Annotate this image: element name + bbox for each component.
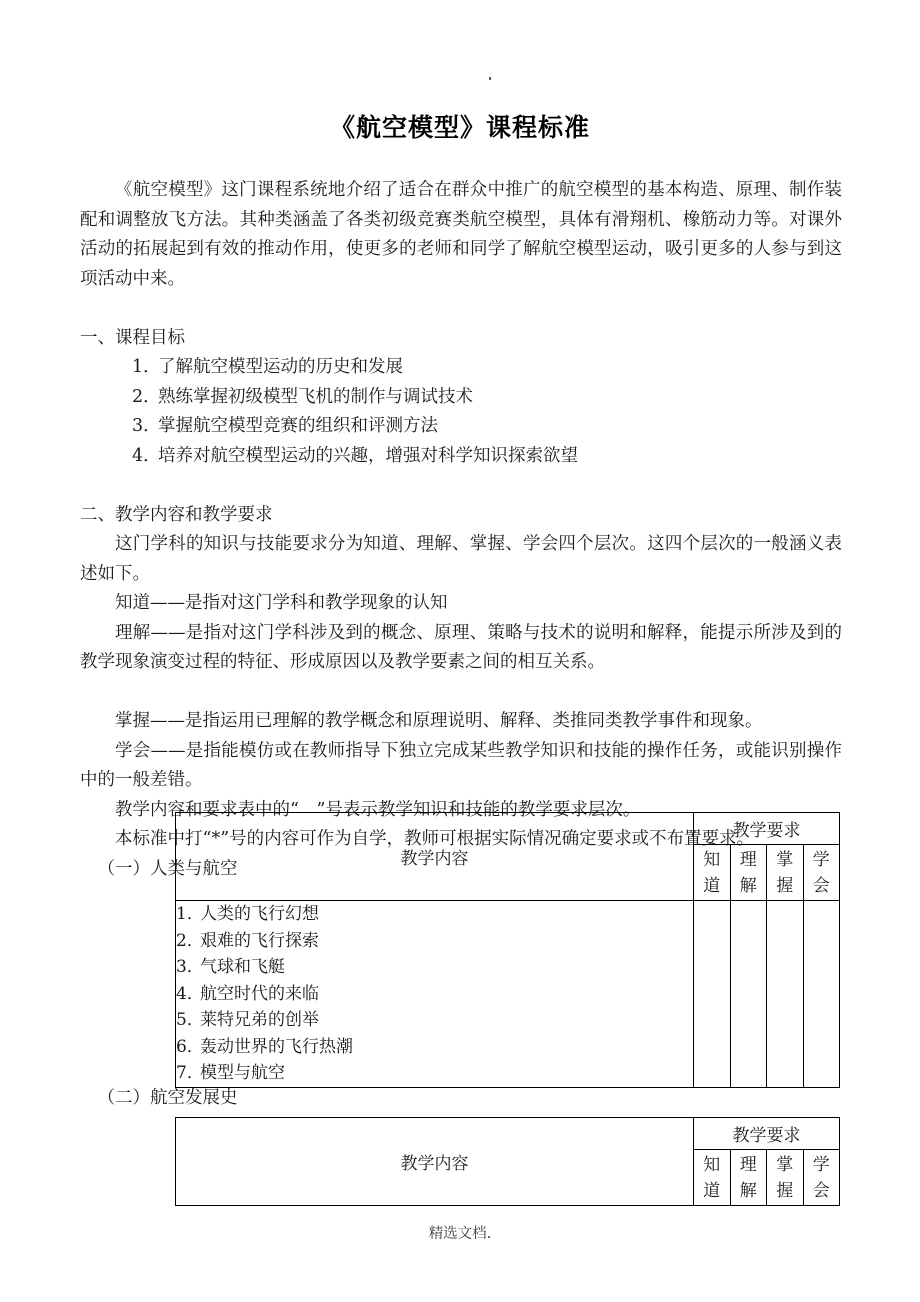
list-item-number: 1． (132, 357, 161, 377)
list-item (132, 412, 842, 442)
list-item-number: 6． (176, 1036, 204, 1057)
requirement-table-one (175, 812, 840, 1088)
level-char-2: 解 (739, 875, 757, 896)
table-header-level-master (767, 1150, 804, 1206)
table-one-wrapper (80, 812, 842, 1088)
level-char-1: 理 (739, 1154, 757, 1175)
list-item-label: 气球和飞艇 (200, 957, 285, 977)
table-cell-mark-understand[interactable] (730, 901, 767, 1088)
stray-mark (489, 77, 491, 80)
spacer (80, 471, 842, 501)
list-item-label: 熟练掌握初级模型飞机的制作与调试技术 (158, 386, 473, 407)
list-item (132, 353, 842, 383)
list-item-number: 4． (176, 983, 204, 1004)
table-cell-mark-learn[interactable] (803, 901, 840, 1088)
list-item-label: 莱特兄弟的创举 (200, 1010, 319, 1030)
list-item-number: 5． (176, 1010, 204, 1030)
level-char-2: 会 (812, 875, 830, 896)
subsection-one-heading: （一）人类与航空 (97, 858, 238, 879)
list-item (176, 981, 693, 1008)
section-two-paragraph-3: 理解——是指对这门学科涉及到的概念、原理、策略与技术的说明和解释，能提示所涉及到的教学现象演变过程的特征、形成原因以及教学要素之间的相互关系。 (80, 622, 842, 672)
level-char-1: 学 (812, 849, 830, 870)
list-item-number: 2． (132, 386, 161, 407)
requirement-table-two (175, 1117, 840, 1206)
level-char-1: 掌 (776, 849, 794, 870)
table-two-wrapper (80, 1117, 842, 1206)
document-body (80, 176, 842, 884)
table-header-content: 教学内容 (176, 1118, 694, 1206)
list-item-number: 3． (132, 416, 161, 436)
table-header-requirement-group: 教学要求 (694, 1118, 840, 1150)
level-char-2: 握 (776, 1180, 794, 1201)
page-footer: 精选文档. (428, 1226, 492, 1242)
table-header-level-understand (730, 845, 767, 901)
section-two-heading: 二、教学内容和教学要求 (80, 504, 273, 525)
list-item-number: 2． (176, 930, 204, 951)
table-header-row-group (176, 813, 840, 845)
section-one-heading: 一、课程目标 (80, 327, 185, 348)
table-header-row-group (176, 1118, 840, 1150)
table-cell-content-items (176, 901, 694, 1088)
level-char-1: 知 (703, 1154, 721, 1175)
list-item-label: 航空时代的来临 (200, 983, 319, 1004)
content-item-list (176, 901, 693, 1087)
table-header-level-master (767, 845, 804, 901)
level-char-2: 会 (812, 1180, 830, 1201)
page-title: 《航空模型》课程标准 (329, 113, 590, 142)
list-item-label: 艰难的飞行探索 (200, 930, 319, 951)
table-cell-mark-master[interactable] (767, 901, 804, 1088)
list-item-number: 1． (176, 904, 204, 924)
table-row (176, 901, 840, 1088)
list-item (176, 1007, 693, 1034)
list-item-label: 模型与航空 (200, 1063, 285, 1083)
section-two-paragraph-6: 教学内容和要求表中的“ ”号表示教学知识和技能的教学要求层次。 (115, 799, 641, 820)
table-header-level-know (694, 1150, 731, 1206)
list-item (132, 383, 842, 413)
level-char-1: 知 (703, 849, 721, 870)
section-two-paragraph-5: 学会——是指能模仿或在教师指导下独立完成某些教学知识和技能的操作任务，或能识别操作中的一般差错。 (80, 740, 842, 790)
list-item (176, 1060, 693, 1087)
list-item (176, 954, 693, 981)
list-item-number: 7． (176, 1063, 204, 1083)
list-item-number: 3． (176, 957, 204, 977)
table-cell-mark-know[interactable] (694, 901, 731, 1088)
level-char-2: 解 (739, 1180, 757, 1201)
spacer (80, 294, 842, 324)
list-item-label: 掌握航空模型竞赛的组织和评测方法 (158, 416, 438, 436)
table-header-content: 教学内容 (176, 813, 694, 901)
list-item (132, 442, 842, 472)
table-header-level-learn (803, 1150, 840, 1206)
list-item-label: 培养对航空模型运动的兴趣，增强对科学知识探索欲望 (158, 445, 578, 466)
level-char-2: 道 (703, 1180, 721, 1201)
subsection-two-wrapper (80, 1084, 842, 1114)
table-header-level-learn (803, 845, 840, 901)
section-two-paragraph-7: 本标准中打“*”号的内容可作为自学，教师可根据实际情况确定要求或不布置要求。 (115, 829, 755, 849)
list-item-label: 人类的飞行幻想 (200, 904, 319, 924)
level-char-1: 掌 (776, 1154, 794, 1175)
table-header-level-know (694, 845, 731, 901)
section-two-paragraph-2: 知道——是指对这门学科和教学现象的认知 (115, 593, 448, 613)
list-item-label: 了解航空模型运动的历史和发展 (158, 357, 403, 377)
section-two-paragraph-1: 这门学科的知识与技能要求分为知道、理解、掌握、学会四个层次。这四个层次的一般涵义表述如下。 (80, 534, 842, 584)
level-char-2: 握 (776, 875, 794, 896)
list-item (176, 928, 693, 955)
table-header-requirement-group: 教学要求 (694, 813, 840, 845)
list-item-number: 4． (132, 445, 161, 466)
level-char-1: 理 (739, 849, 757, 870)
course-goal-list (80, 353, 842, 471)
intro-paragraph: 《航空模型》这门课程系统地介绍了适合在群众中推广的航空模型的基本构造、原理、制作装配和调整放飞方法。其种类涵盖了各类初级竞赛类航空模型，具体有滑翔机、橡筋动力等。对课外活动的拓展起到有效的推动作用，使更多的老师和同学了解航空模型运动，吸引更多的人参与到这项活动中来。 (80, 180, 842, 289)
level-char-1: 学 (812, 1154, 830, 1175)
list-item (176, 901, 693, 928)
section-two-paragraph-4: 掌握——是指运用已理解的教学概念和原理说明、解释、类推同类教学事件和现象。 (115, 711, 763, 731)
spacer (80, 678, 842, 708)
list-item-label: 轰动世界的飞行热潮 (200, 1036, 353, 1057)
level-char-2: 道 (703, 875, 721, 896)
subsection-two-heading: （二）航空发展史 (97, 1088, 238, 1108)
table-header-level-understand (730, 1150, 767, 1206)
list-item (176, 1034, 693, 1061)
